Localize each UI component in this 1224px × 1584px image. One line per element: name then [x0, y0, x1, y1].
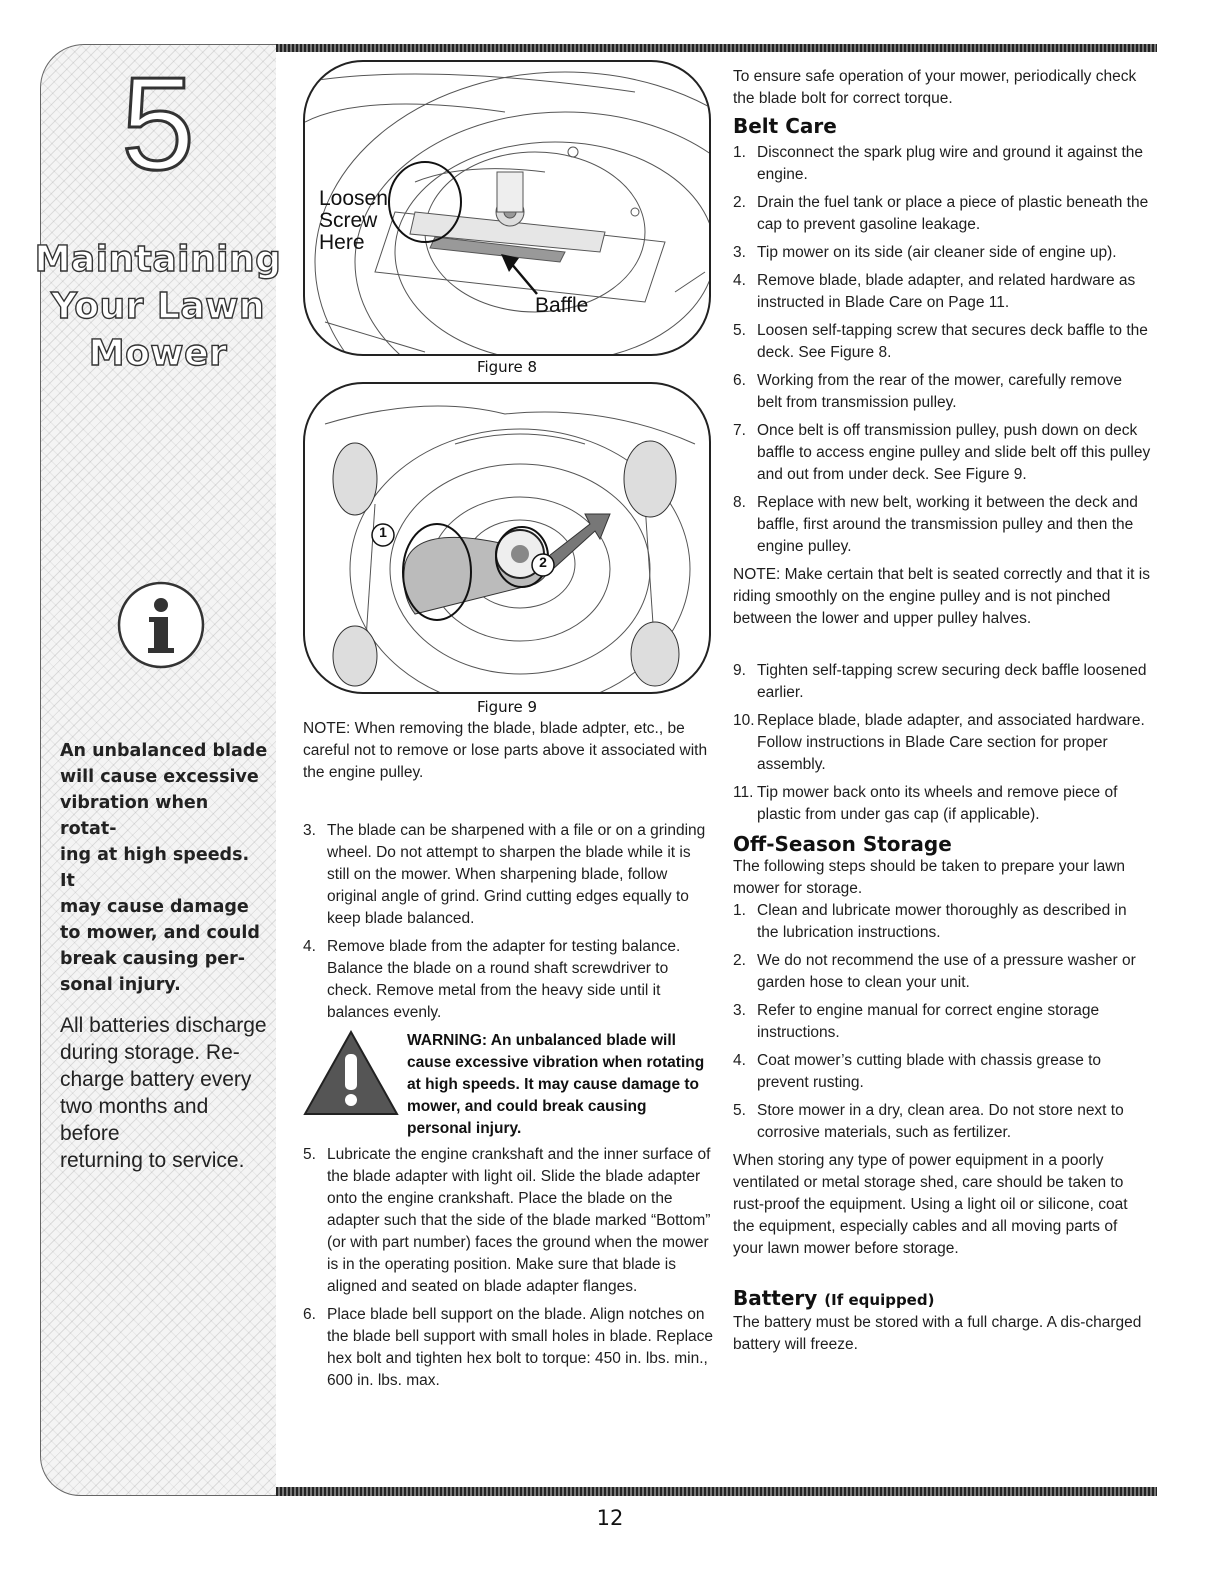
item-text: Loosen self-tapping screw that secures deck baffle to the deck. See Figure 8. [757, 322, 1148, 361]
item-number: 7. [733, 422, 746, 439]
info-icon [116, 580, 206, 670]
callout-line: Screw [319, 209, 378, 232]
warning-block [303, 1030, 713, 1140]
list-item [733, 192, 1151, 236]
list-item [303, 1304, 713, 1392]
item-text: The blade can be sharpened with a file or on a grinding wheel. Do not attempt to sharpen the blade while it is still on the mower. When sharpening blade, follow original angle of grind. Grind cutting edges equally to keep blade balanced. [327, 822, 706, 927]
chapter-title-line: Your Lawn [50, 286, 266, 327]
list-item [733, 492, 1151, 558]
item-number: 5. [303, 1146, 316, 1163]
item-number: 8. [733, 494, 746, 511]
list-item [733, 950, 1151, 994]
figure-9-illustration [305, 384, 709, 692]
chapter-title-line: Maintaining [34, 239, 282, 280]
item-text: Working from the rear of the mower, carefully remove belt from transmission pulley. [757, 372, 1122, 411]
item-text: Lubricate the engine crankshaft and the inner surface of the blade adapter with light oil. Slide the blade adapter onto the engine crankshaft. Place the blade on the adapter such that the side of the blade marked “Bottom” (or with part number) faces the ground when the mower is in the operating position. Make sure that blade is aligned and seated on blade adapter flanges. [327, 1146, 711, 1295]
battery-text: The battery must be stored with a full charge. A dis-charged battery will freeze. [733, 1314, 1142, 1353]
item-text: Tip mower on its side (air cleaner side of engine up). [757, 244, 1117, 261]
sidebar-warning-line: ing at high speeds. It [60, 845, 250, 891]
item-number: 9. [733, 662, 746, 679]
storage-list [733, 900, 1151, 1144]
sidebar-note-line: during storage. Re- [60, 1041, 240, 1064]
warning-triangle-icon [303, 1030, 399, 1116]
sidebar-note-line: charge battery every [60, 1068, 252, 1091]
item-number: 10. [733, 712, 755, 729]
list-item [733, 142, 1151, 186]
item-number: 2. [733, 194, 746, 211]
figure-9-caption: Figure 9 [476, 698, 538, 716]
item-number: 4. [303, 938, 316, 955]
item-text: Replace with new belt, working it between the deck and baffle, first around the transmission pulley and then the engine pulley. [757, 494, 1138, 555]
item-number: 6. [303, 1306, 316, 1323]
item-text: Clean and lubricate mower thoroughly as described in the lubrication instructions. [757, 902, 1127, 941]
battery-heading-main: Battery [733, 1286, 818, 1310]
blade-steps-list-2 [303, 1144, 713, 1392]
figure-8-caption: Figure 8 [476, 358, 538, 376]
item-text: Drain the fuel tank or place a piece of plastic beneath the cap to prevent gasoline leakage. [757, 194, 1149, 233]
sidebar-warning-line: will cause excessive [60, 767, 259, 787]
item-number: 3. [303, 822, 316, 839]
list-item [733, 782, 1151, 826]
list-item [303, 1144, 713, 1298]
item-text: Disconnect the spark plug wire and ground it against the engine. [757, 144, 1144, 183]
item-text: Remove blade, blade adapter, and related hardware as instructed in Blade Care on Page 11. [757, 272, 1136, 311]
blade-steps-list [303, 820, 713, 1024]
item-number: 4. [733, 1052, 746, 1069]
sidebar-warning-line: to mower, and could [60, 923, 260, 943]
list-item [733, 420, 1151, 486]
sidebar-warning-line: sonal injury. [60, 975, 181, 995]
belt-care-list [733, 142, 1151, 558]
list-item [733, 1000, 1151, 1044]
list-item [303, 936, 713, 1024]
item-number: 3. [733, 244, 746, 261]
list-item [733, 242, 1151, 264]
item-number: 11. [733, 784, 754, 801]
item-number: 5. [733, 322, 746, 339]
item-number: 1. [733, 902, 746, 919]
item-text: Place blade bell support on the blade. Align notches on the blade bell support with small holes in blade. Replace hex bolt and tighten hex bolt to torque: 450 in. lbs. min., 600 in. lbs. max. [327, 1306, 714, 1389]
item-text: Store mower in a dry, clean area. Do not store next to corrosive materials, such as fertilizer. [757, 1102, 1124, 1141]
item-text: Coat mower’s cutting blade with chassis grease to prevent rusting. [757, 1052, 1102, 1091]
item-text: Tip mower back onto its wheels and remove piece of plastic from under gas cap (if applicable). [757, 784, 1118, 823]
sidebar-warning-line: break causing per- [60, 949, 245, 969]
figure-8 [303, 60, 711, 356]
sidebar-battery-note [60, 1012, 270, 1174]
item-number: 5. [733, 1102, 746, 1119]
callout-line: Here [319, 231, 365, 254]
sidebar-warning-line: vibration when rotat- [60, 793, 209, 839]
bottom-rule [272, 1487, 1157, 1496]
sidebar-note-line: two months and before [60, 1095, 209, 1145]
belt-care-list-2 [733, 660, 1151, 826]
item-text: Refer to engine manual for correct engine storage instructions. [757, 1002, 1100, 1041]
storage-outro: When storing any type of power equipment in a poorly ventilated or metal storage shed, care should be taken to rust-proof the equipment. Using a light oil or silicone, coat the equipment, especially cables and all moving parts of your lawn mower before storage. [733, 1152, 1128, 1257]
figure-9 [303, 382, 711, 694]
list-item [733, 660, 1151, 704]
torque-intro: To ensure safe operation of your mower, periodically check the blade bolt for correct torque. [733, 68, 1137, 107]
battery-heading-note: (If equipped) [824, 1291, 935, 1309]
baffle-label: Baffle [535, 294, 589, 317]
list-item [733, 270, 1151, 314]
page-number: 12 [596, 1506, 624, 1530]
item-text: Tighten self-tapping screw securing deck baffle loosened earlier. [757, 662, 1147, 701]
item-text: Remove blade from the adapter for testing balance. Balance the blade on a round shaft screwdriver to check. Remove metal from the heavy side until it balances evenly. [327, 938, 681, 1021]
item-text: Replace blade, blade adapter, and associated hardware. Follow instructions in Blade Care section for proper assembly. [757, 712, 1145, 773]
item-number: 3. [733, 1002, 746, 1019]
list-item [733, 900, 1151, 944]
figure-9-marker-2: 2 [539, 554, 547, 570]
top-rule [272, 44, 1157, 52]
list-item [733, 1050, 1151, 1094]
battery-heading [733, 1286, 1151, 1312]
sidebar-note-line: All batteries discharge [60, 1014, 267, 1037]
list-item [303, 820, 713, 930]
sidebar-warning [60, 738, 270, 998]
item-number: 4. [733, 272, 746, 289]
chapter-number: 5 [121, 50, 195, 197]
list-item [733, 370, 1151, 414]
belt-care-heading: Belt Care [733, 114, 837, 138]
sidebar-note-line: returning to service. [60, 1149, 245, 1172]
chapter-title-line: Mower [88, 333, 228, 374]
list-item [733, 710, 1151, 776]
item-text: Once belt is off transmission pulley, push down on deck baffle to access engine pulley and slide belt off this pulley and out from under deck. See Figure 9. [757, 422, 1151, 483]
item-text: We do not recommend the use of a pressure washer or garden hose to clean your unit. [757, 952, 1136, 991]
sidebar-warning-line: An unbalanced blade [60, 741, 268, 761]
middle-column [303, 718, 713, 1398]
callout-line: Loosen [319, 187, 388, 210]
storage-intro: The following steps should be taken to prepare your lawn mower for storage. [733, 858, 1126, 897]
item-number: 6. [733, 372, 746, 389]
belt-note: NOTE: Make certain that belt is seated correctly and that it is riding smoothly on the engine pulley and is not pinched between the lower and upper pulley halves. [733, 566, 1150, 627]
figure-9-marker-1: 1 [379, 524, 387, 540]
figure-8-callout [319, 188, 388, 254]
sidebar-warning-line: may cause damage [60, 897, 249, 917]
storage-heading: Off-Season Storage [733, 832, 952, 856]
chapter-title [30, 236, 286, 377]
list-item [733, 1100, 1151, 1144]
middle-note: NOTE: When removing the blade, blade adpter, etc., be careful not to remove or lose parts above it associated with the engine pulley. [303, 720, 708, 781]
warning-text: WARNING: An unbalanced blade will cause excessive vibration when rotating at high speeds. It may cause damage to mower, and could break causing personal injury. [407, 1032, 705, 1137]
right-column [733, 66, 1151, 1356]
item-number: 1. [733, 144, 746, 161]
item-number: 2. [733, 952, 746, 969]
list-item [733, 320, 1151, 364]
